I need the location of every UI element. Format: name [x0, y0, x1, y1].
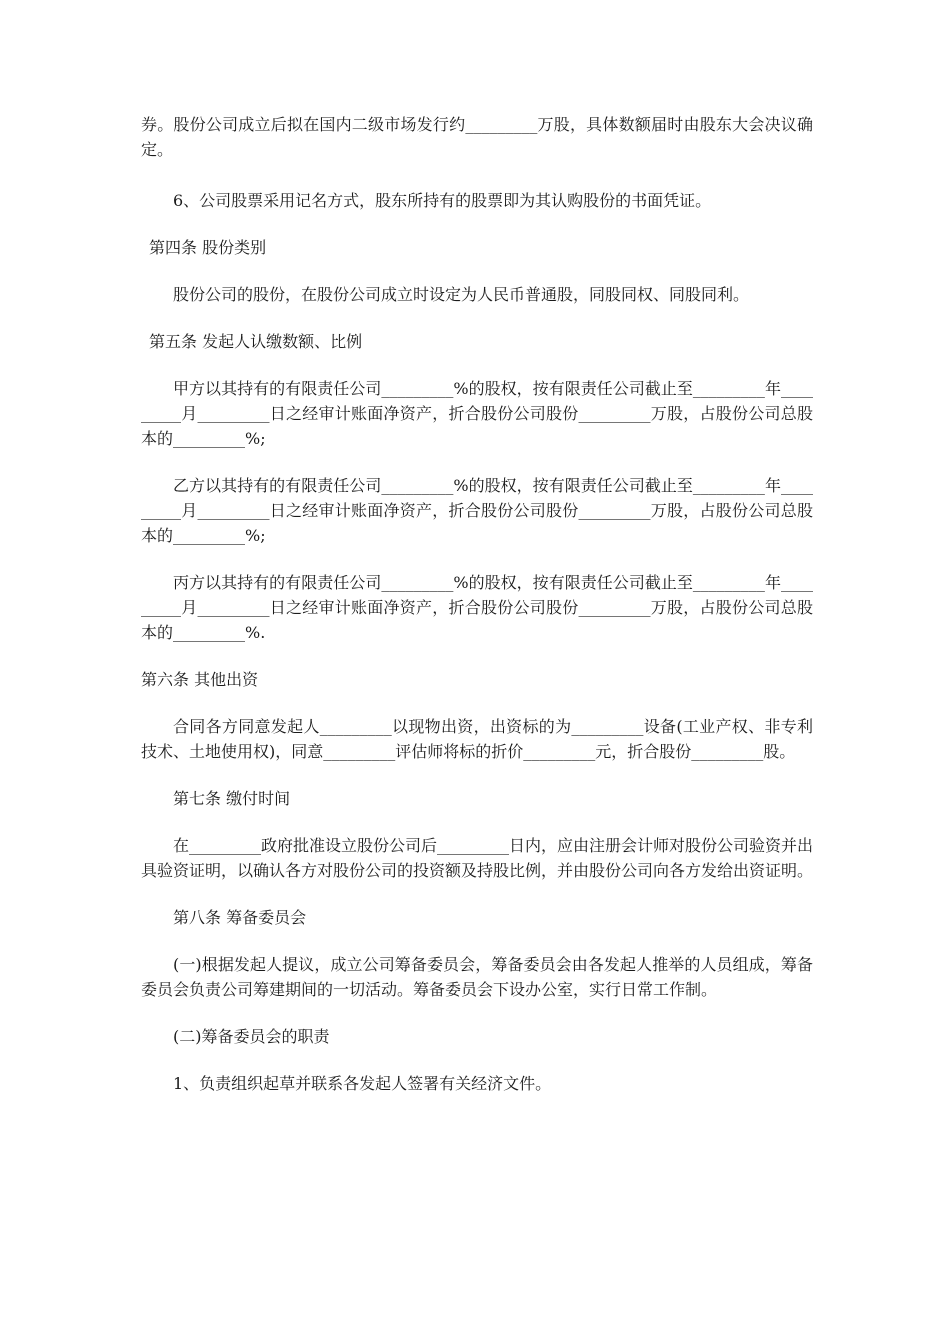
heading-article-7: 第七条 缴付时间 — [173, 789, 291, 808]
heading-article-4: 第四条 股份类别 — [149, 238, 267, 257]
paragraph-committee-formation: (一)根据发起人提议，成立公司筹备委员会，筹备委员会由各发起人推举的人员组成，筹备委员会负责公司筹建期间的一切活动。筹备委员会下设办公室，实行日常工作制。 — [141, 955, 813, 999]
paragraph-payment-time: 在_________政府批准设立股份公司后_________日内，应由注册会计师对股份公司验资并出具验资证明，以确认各方对股份公司的投资额及持股比例，并由股份公司向各方发给出资证明。 — [141, 836, 814, 880]
document-page — [141, 112, 813, 1096]
paragraph-committee-duties-heading: (二)筹备委员会的职责 — [173, 1027, 330, 1046]
paragraph-party-c: 丙方以其持有的有限责任公司_________%的股权，按有限责任公司截止至_________年_________月_________日之经审计账面净资产，折合股份公司股份_________万股，占股份公司总股本的_________%. — [141, 573, 813, 642]
paragraph-other-contributions: 合同各方同意发起人_________以现物出资，出资标的为_________设备(工业产权、非专利技术、土地使用权)，同意_________评估师将标的折价_________元，折合股份_________股。 — [141, 717, 813, 761]
paragraph-party-b: 乙方以其持有的有限责任公司_________%的股权，按有限责任公司截止至_________年_________月_________日之经审计账面净资产，折合股份公司股份_________万股，占股份公司总股本的_________%; — [141, 476, 813, 545]
heading-article-8: 第八条 筹备委员会 — [173, 908, 307, 927]
paragraph-issuance-continued: 券。股份公司成立后拟在国内二级市场发行约_________万股，具体数额届时由股东大会决议确定。 — [141, 115, 813, 159]
paragraph-share-class: 股份公司的股份，在股份公司成立时设定为人民币普通股，同股同权、同股同利。 — [173, 285, 750, 304]
paragraph-party-a: 甲方以其持有的有限责任公司_________%的股权，按有限责任公司截止至_________年_________月_________日之经审计账面净资产，折合股份公司股份_________万股，占股份公司总股本的_________%; — [141, 379, 813, 448]
paragraph-registered-shares: 6、公司股票采用记名方式，股东所持有的股票即为其认购股份的书面凭证。 — [173, 191, 712, 210]
paragraph-duty-1: 1、负责组织起草并联系各发起人签署有关经济文件。 — [173, 1074, 552, 1093]
heading-article-6: 第六条 其他出资 — [141, 670, 259, 689]
heading-article-5: 第五条 发起人认缴数额、比例 — [149, 332, 363, 351]
